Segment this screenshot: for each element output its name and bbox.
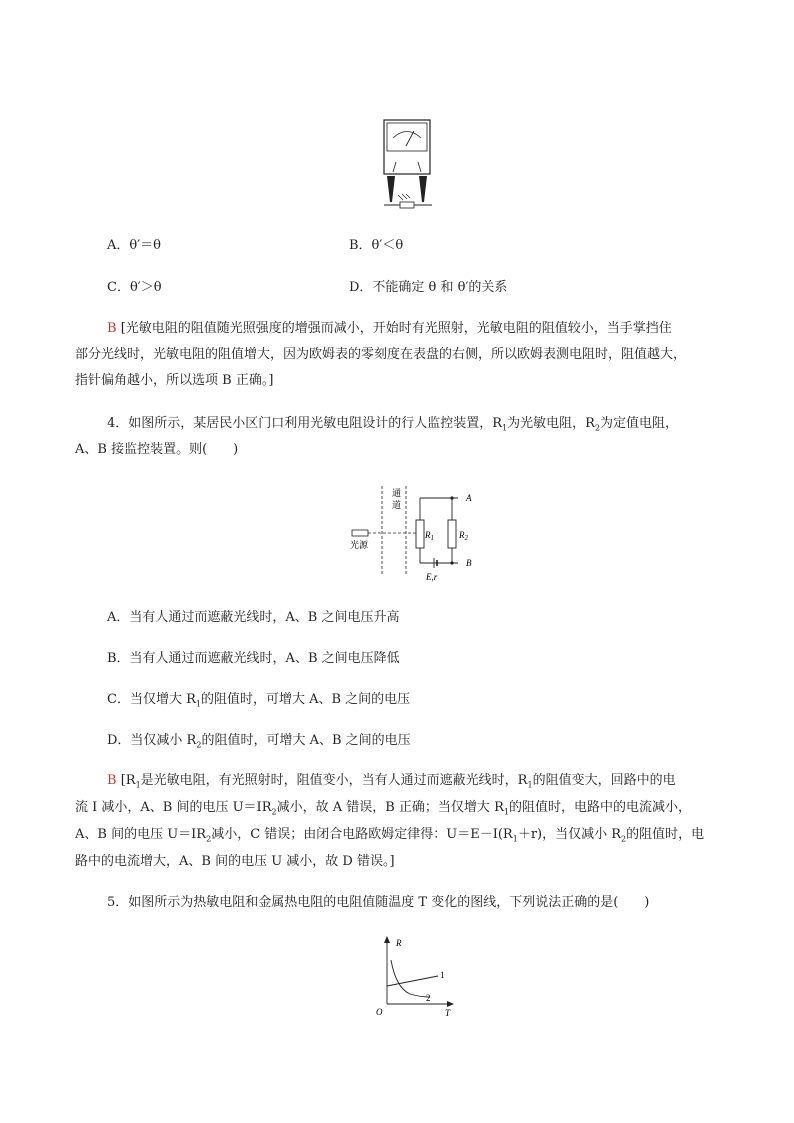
channel-label-2: 道	[392, 500, 402, 510]
q4-explanation-line-3: A、B 间的电压 $U=IR_2$减小，C 错误；由闭合电路欧姆定律得：$U=E-I(R_1+r)$，当仅减小 $R_2$的阻值时，电	[75, 827, 705, 844]
resistor-r1	[416, 520, 424, 548]
x-axis-arrow	[447, 1001, 454, 1007]
curve-2-label: 2	[426, 993, 431, 1003]
terminal-b-label: B	[466, 558, 472, 568]
channel-label-1: 通	[392, 488, 402, 498]
ohmmeter-figure	[376, 116, 438, 212]
probe-right	[419, 176, 427, 202]
q5-stem: 5．如图所示为热敏电阻和金属热电阻的电阻值随温度 T 变化的图线，下列说法正确的是( )	[107, 895, 650, 910]
q3-option-d: D．不能确定 θ 和 θ′的关系	[349, 280, 508, 295]
terminal-a-label: A	[466, 493, 472, 503]
q4-option-b: B．当有人通过而遮蔽光线时，A、B 之间电压降低	[107, 651, 400, 666]
q4-stem-line-1: 4．如图所示，某居民小区门口利用光敏电阻设计的行人监控装置，$R_1$为光敏电阻，$R_2$为定值电阻，	[107, 416, 679, 433]
q3-option-b: B．θ′＜θ	[349, 238, 404, 253]
resistance-temperature-graph	[370, 934, 460, 1018]
q4-explanation-line-4: 路中的电流增大，A、B 间的电压 U 减小，故 D 错误。]	[75, 854, 395, 869]
light-source-lamp	[352, 530, 368, 536]
r1-label: $R_1$	[425, 530, 434, 542]
x-axis-label: T	[445, 1008, 451, 1018]
q4-answer-letter: B	[107, 773, 117, 788]
y-axis-arrow	[384, 936, 390, 943]
q4-option-a: A．当有人通过而遮蔽光线时，A、B 之间电压升高	[107, 610, 400, 625]
light-arrow-1	[398, 195, 403, 200]
probe-left	[387, 176, 395, 202]
q4-explanation-line-2: 流 I 减小，A、B 间的电压 $U=IR_2$减小，故 A 错误，B 正确；当仅增大 $R_1$的阻值时，电路中的电流减小，	[75, 800, 691, 817]
q4-option-d: D．当仅减小 $R_2$的阻值时，可增大 A、B 之间的电压	[107, 733, 411, 750]
light-source-label: 光源	[350, 540, 369, 550]
q3-option-c: C．θ′＞θ	[107, 280, 162, 295]
meter-body	[384, 120, 430, 174]
curve-1-label: 1	[440, 970, 445, 980]
q3-explanation-line-2: 部分光线时，光敏电阻的阻值增大，因为欧姆表的零刻度在表盘的右侧，所以欧姆表测电阻时，阻值越大，	[75, 347, 687, 362]
battery-label: E,r	[426, 572, 438, 582]
light-arrow-2	[402, 194, 407, 199]
photoresistor	[400, 202, 414, 208]
curve-1-metal	[387, 976, 438, 986]
terminal-a-dot	[450, 496, 453, 499]
origin-label: O	[376, 1007, 383, 1017]
q4-stem-line-2: A、B 接监控装置。则( )	[75, 442, 239, 457]
r2-label: $R_2$	[459, 530, 468, 542]
resistor-r2	[448, 520, 456, 548]
q3-explanation-line-1: B [光敏电阻的阻值随光照强度的增强而减小，开始时有光照射，光敏电阻的阻值较小，当手掌挡住	[107, 321, 672, 336]
light-arrow-3	[406, 194, 410, 198]
q3-option-a: A．θ′＝θ	[107, 238, 161, 253]
terminal-b-dot	[450, 561, 453, 564]
y-axis-label: R	[396, 938, 402, 948]
q4-explanation-line-1: B [$R_1$是光敏电阻，有光照射时，阻值变小，当有人通过而遮蔽光线时，$R_1$的阻值变大，回路中的电	[107, 773, 676, 790]
q3-answer-letter: B	[107, 321, 117, 336]
q3-explanation-line-3: 指针偏角越小，所以选项 B 正确。]	[75, 373, 274, 388]
q4-option-c: C．当仅增大 $R_1$的阻值时，可增大 A、B 之间的电压	[107, 692, 411, 709]
monitor-circuit-figure	[346, 484, 486, 584]
